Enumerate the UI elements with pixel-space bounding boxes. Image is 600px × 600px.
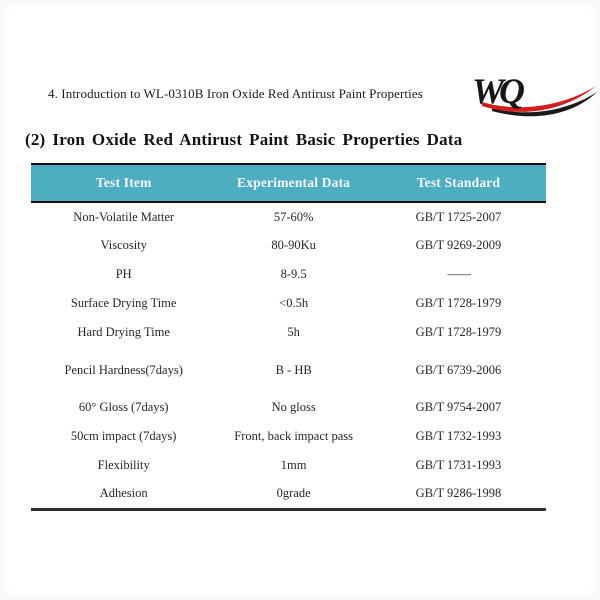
table-row xyxy=(31,347,546,393)
cell-item: Hard Drying Time xyxy=(77,325,170,339)
col-header-test-standard: Test Standard xyxy=(416,175,501,190)
cell-item: Surface Drying Time xyxy=(70,296,177,310)
table-header-row xyxy=(31,164,546,202)
cell-standard: GB/T 1728-1979 xyxy=(415,296,502,310)
cell-data: <0.5h xyxy=(279,296,309,310)
table-row xyxy=(31,393,546,422)
col-header-experimental-data: Experimental Data xyxy=(237,175,351,190)
cell-standard: GB/T 9286-1998 xyxy=(415,486,502,501)
table-row xyxy=(31,451,546,480)
cell-standard: GB/T 1728-1979 xyxy=(415,325,502,339)
cell-data: 8-9.5 xyxy=(280,267,307,281)
cell-data: Front, back impact pass xyxy=(234,429,353,443)
col-header-test-item: Test Item xyxy=(95,175,152,190)
logo-text: WQ xyxy=(472,72,521,111)
table-row xyxy=(31,231,546,260)
cell-item: Pencil Hardness(7days) xyxy=(64,362,183,377)
doc-title: 4. Introduction to WL-0310B Iron Oxide Red Antirust Paint Properties xyxy=(48,86,423,101)
cell-data: 1mm xyxy=(280,458,307,472)
cell-standard: GB/T 1732-1993 xyxy=(415,429,502,443)
cell-standard: GB/T 6739-2006 xyxy=(415,362,502,377)
table-row xyxy=(31,318,546,347)
cell-data: 5h xyxy=(287,325,300,339)
cell-item: 60° Gloss (7days) xyxy=(78,400,169,414)
cell-standard: —— xyxy=(447,267,470,281)
cell-data: No gloss xyxy=(271,400,316,414)
table-row xyxy=(31,202,546,231)
cell-item: PH xyxy=(115,267,132,281)
cell-standard: GB/T 1725-2007 xyxy=(415,209,502,224)
cell-item: Non-Volatile Matter xyxy=(73,209,175,224)
table-row xyxy=(31,289,546,318)
cell-standard: GB/T 9269-2009 xyxy=(415,238,502,252)
logo-graphic xyxy=(468,72,600,122)
cell-data: 0grade xyxy=(276,486,311,501)
cell-data: 57-60% xyxy=(273,209,314,224)
cell-item: Adhesion xyxy=(99,486,148,501)
cell-item: Flexibility xyxy=(97,458,150,472)
properties-table xyxy=(31,163,546,511)
table-row xyxy=(31,422,546,451)
table-row xyxy=(31,260,546,289)
cell-item: 50cm impact (7days) xyxy=(70,429,177,443)
cell-data: B - HB xyxy=(275,362,312,377)
company-logo xyxy=(468,72,600,122)
cell-data: 80-90Ku xyxy=(271,238,316,252)
section-heading: (2) Iron Oxide Red Antirust Paint Basic Properties Data xyxy=(25,130,463,149)
table-body xyxy=(31,202,546,509)
cell-standard: GB/T 1731-1993 xyxy=(415,458,502,472)
cell-item: Viscosity xyxy=(100,238,147,252)
table-row xyxy=(31,480,546,509)
cell-standard: GB/T 9754-2007 xyxy=(415,400,502,414)
